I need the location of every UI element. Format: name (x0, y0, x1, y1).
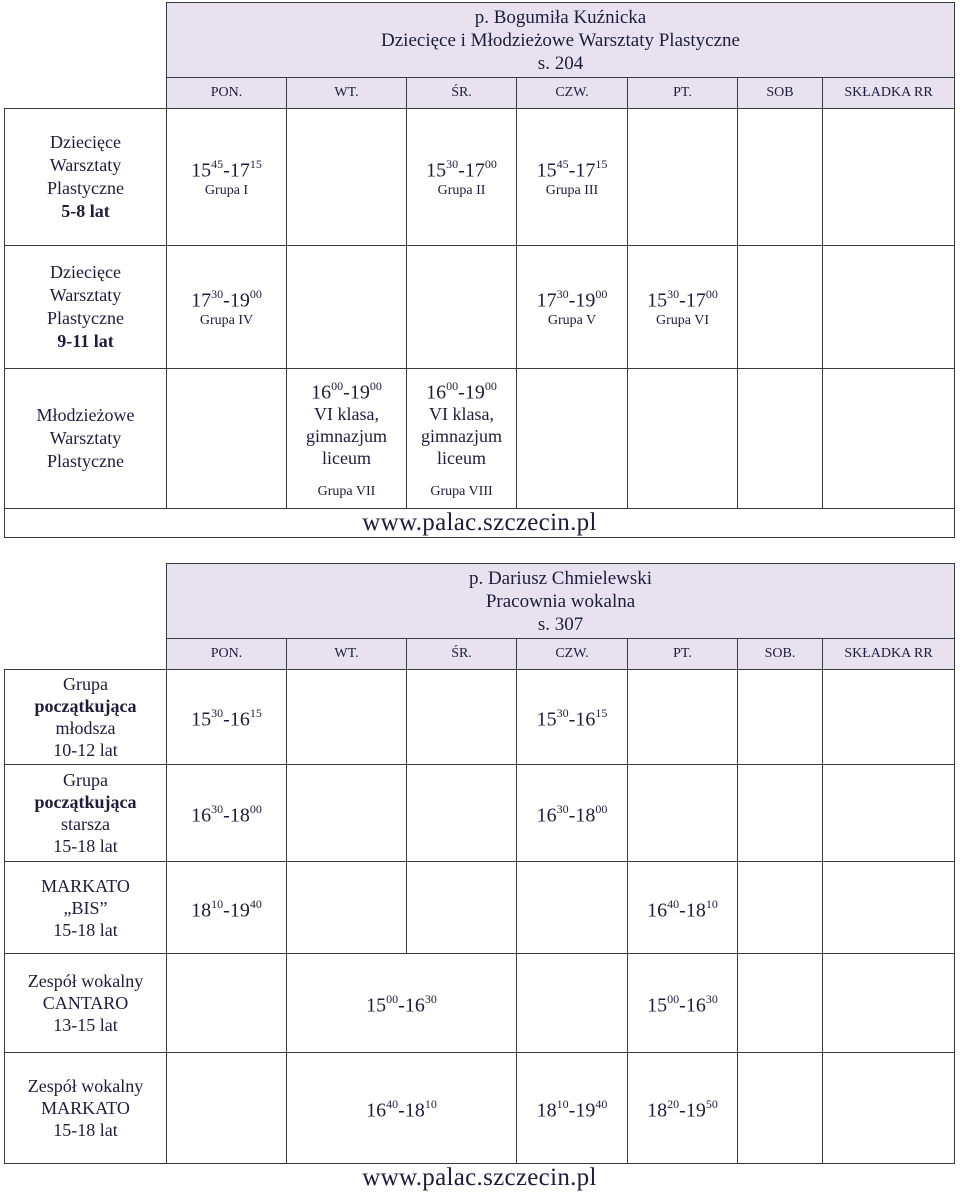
cell-tue (287, 109, 407, 246)
cell-sat (738, 109, 823, 246)
day-header-row (5, 78, 955, 109)
workshop-name: Pracownia wokalna (485, 590, 636, 612)
cell-fee (823, 109, 955, 246)
schedule-table-plastic (4, 2, 955, 538)
cell-tue (287, 862, 407, 954)
cell-mon: $15^{45}-17^{15}$ Grupa I (167, 109, 287, 246)
table-row (5, 862, 955, 954)
cell-sat (738, 954, 823, 1053)
cell-mon (167, 369, 287, 509)
day-fri: PT. (628, 78, 738, 109)
cell-thu (517, 954, 628, 1053)
cell-fee (823, 954, 955, 1053)
table-row (5, 1053, 955, 1164)
day-fri: PT. (628, 639, 738, 670)
day-fee: SKŁADKA RR (823, 639, 955, 670)
row-label: MARKATO „BIS” 15-18 lat (5, 862, 167, 954)
row-label: Zespół wokalny CANTARO 13-15 lat (5, 954, 167, 1053)
cell-tue: $15^{00}-16^{30}$ (287, 954, 517, 1053)
cell-wed: $15^{30}-17^{00}$ Grupa II (407, 109, 517, 246)
workshop-name: Dziecięce i Młodzieżowe Warsztaty Plastyczne (381, 29, 740, 51)
cell-fri (628, 765, 738, 862)
schedule-table-vocal (4, 563, 955, 1192)
row-label: Dziecięce Warsztaty Plastyczne 5-8 lat (5, 109, 167, 246)
day-thu: CZW. (517, 78, 628, 109)
cell-mon (167, 954, 287, 1053)
cell-sat (738, 1053, 823, 1164)
table2-header (167, 564, 955, 639)
cell-fri: $18^{20}-19^{50}$ (628, 1053, 738, 1164)
cell-wed (407, 765, 517, 862)
cell-tue: $16^{40}-18^{10}$ (287, 1053, 517, 1164)
row-label: Dziecięce Warsztaty Plastyczne 9-11 lat (5, 246, 167, 369)
cell-fee (823, 1053, 955, 1164)
table-row (5, 369, 955, 509)
table-row (5, 954, 955, 1053)
corner-blank (5, 3, 167, 78)
cell-fee (823, 369, 955, 509)
cell-mon (167, 1053, 287, 1164)
cell-wed: $16^{00}-19^{00}$ VI klasa, gimnazjum liceum Grupa VIII (407, 369, 517, 509)
cell-sat (738, 246, 823, 369)
cell-fee (823, 670, 955, 765)
room-number: s. 204 (537, 52, 584, 74)
cell-thu: $15^{30}-16^{15}$ (517, 670, 628, 765)
day-wed: ŚR. (407, 639, 517, 670)
cell-fee (823, 862, 955, 954)
day-mon: PON. (167, 639, 287, 670)
table-row (5, 670, 955, 765)
row-label: Zespół wokalny MARKATO 15-18 lat (5, 1053, 167, 1164)
day-fee: SKŁADKA RR (823, 78, 955, 109)
cell-fri: $16^{40}-18^{10}$ (628, 862, 738, 954)
row-label: Grupa początkująca starsza 15-18 lat (5, 765, 167, 862)
cell-thu (517, 369, 628, 509)
table-row (5, 246, 955, 369)
cell-mon: $17^{30}-19^{00}$ Grupa IV (167, 246, 287, 369)
cell-fri: $15^{00}-16^{30}$ (628, 954, 738, 1053)
cell-mon: $15^{30}-16^{15}$ (167, 670, 287, 765)
cell-wed (407, 862, 517, 954)
cell-thu: $17^{30}-19^{00}$ Grupa V (517, 246, 628, 369)
cell-tue (287, 246, 407, 369)
day-wed: ŚR. (407, 78, 517, 109)
cell-thu: $15^{45}-17^{15}$ Grupa III (517, 109, 628, 246)
day-mon: PON. (167, 78, 287, 109)
table-row (5, 109, 955, 246)
cell-wed (407, 670, 517, 765)
cell-tue: $16^{00}-19^{00}$ VI klasa, gimnazjum liceum Grupa VII (287, 369, 407, 509)
day-sat: SOB (738, 78, 823, 109)
day-sat: SOB. (738, 639, 823, 670)
cell-mon: $16^{30}-18^{00}$ (167, 765, 287, 862)
cell-mon: $18^{10}-19^{40}$ (167, 862, 287, 954)
row-label: Młodzieżowe Warsztaty Plastyczne (5, 369, 167, 509)
day-tue: WT. (287, 78, 407, 109)
website-link[interactable]: www.palac.szczecin.pl (5, 509, 955, 538)
cell-fee (823, 765, 955, 862)
table-row (5, 765, 955, 862)
cell-thu: $16^{30}-18^{00}$ (517, 765, 628, 862)
teacher-name: p. Bogumiła Kuźnicka (474, 6, 647, 28)
cell-fri: $15^{30}-17^{00}$ Grupa VI (628, 246, 738, 369)
cell-sat (738, 670, 823, 765)
cell-sat (738, 369, 823, 509)
cell-sat (738, 862, 823, 954)
room-number: s. 307 (537, 613, 584, 635)
day-thu: CZW. (517, 639, 628, 670)
table1-header (167, 3, 955, 78)
cell-thu (517, 862, 628, 954)
website-link[interactable]: www.palac.szczecin.pl (5, 1164, 955, 1193)
cell-fri (628, 109, 738, 246)
row-label: Grupa początkująca młodsza 10-12 lat (5, 670, 167, 765)
teacher-name: p. Dariusz Chmielewski (468, 567, 653, 589)
cell-sat (738, 765, 823, 862)
cell-tue (287, 670, 407, 765)
cell-thu: $18^{10}-19^{40}$ (517, 1053, 628, 1164)
cell-tue (287, 765, 407, 862)
cell-fri (628, 670, 738, 765)
cell-fri (628, 369, 738, 509)
day-tue: WT. (287, 639, 407, 670)
day-header-row (5, 639, 955, 670)
cell-wed (407, 246, 517, 369)
cell-fee (823, 246, 955, 369)
